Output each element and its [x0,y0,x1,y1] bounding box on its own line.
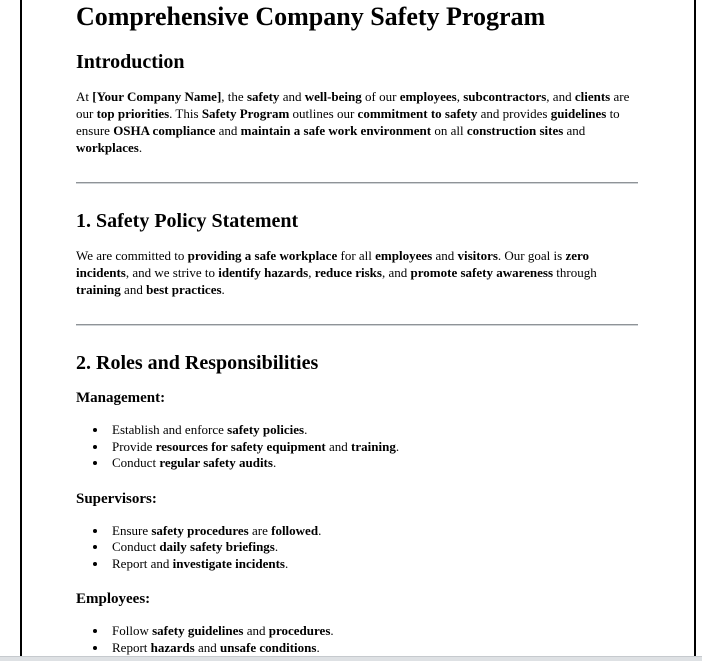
intro-heading: Introduction [76,51,185,73]
list-item: • Follow safety guidelines and procedures. [108,623,638,640]
list-item: • Report hazards and unsafe conditions. [108,640,638,657]
list-item: • Establish and enforce safety policies. [108,422,638,439]
management-heading: Management: [76,390,166,406]
intro-paragraph: At [Your Company Name], the safety and well-being of our employees, subcontractors, and clients are our top priorities. This Safety Program outlines our commitment to safety and provides guidelines to ensure OSHA compliance and maintain a safe work environment on all construction sites and workplaces. [76,89,630,155]
supervisors-list [76,523,638,573]
list-item: • Conduct regular safety audits. [108,455,638,472]
list-item: • Provide resources for safety equipment and training. [108,439,638,456]
list-item: • Ensure safety procedures are followed. [108,523,638,540]
section-2-heading: 2. Roles and Responsibilities [76,352,319,374]
employees-list [76,623,638,656]
supervisors-heading: Supervisors: [76,490,157,507]
bottom-edge-strip [0,656,702,661]
list-item: • Conduct daily safety briefings. [108,539,638,556]
employees-heading: Employees: [76,591,151,607]
document-title: Comprehensive Company Safety Program [76,2,546,31]
section-divider [76,182,638,183]
section-1-paragraph: We are committed to providing a safe workplace for all employees and visitors. Our goal is zero incidents, and we strive to identify hazards, reduce risks, and promote safety awareness through training and best practices. [76,248,597,297]
document-content [22,0,694,656]
section-divider [76,324,638,325]
management-list [76,422,638,472]
section-1-heading: 1. Safety Policy Statement [76,210,299,232]
list-item: • Report and investigate incidents. [108,556,638,573]
document-page [20,0,696,661]
